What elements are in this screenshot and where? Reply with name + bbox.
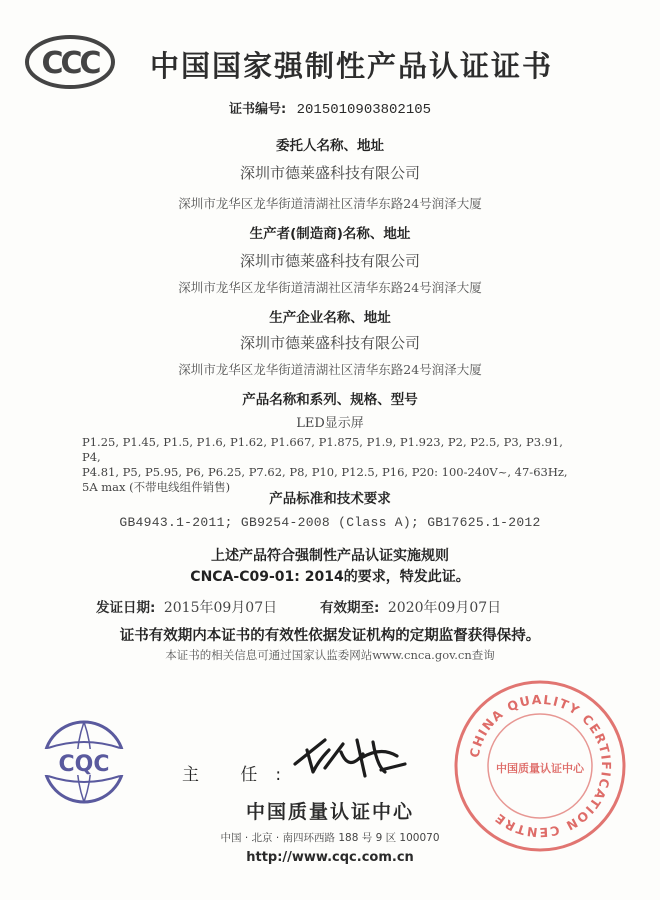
certificate-title: 中国国家强制性产品认证证书 bbox=[150, 49, 554, 83]
applicant-address: 深圳市龙华区龙华街道清湖社区清华东路24号润泽大厦 bbox=[178, 196, 482, 211]
factory-heading: 生产企业名称、地址 bbox=[269, 310, 391, 326]
conformity-line1: 上述产品符合强制性产品认证实施规则 bbox=[211, 548, 449, 564]
applicant-heading: 委托人名称、地址 bbox=[276, 138, 384, 154]
standards-value: GB4943.1-2011; GB9254-2008 (Class A); GB17625.1-2012 bbox=[119, 515, 541, 530]
ccc-logo-text: CCC bbox=[41, 46, 99, 81]
product-heading: 产品名称和系列、规格、型号 bbox=[242, 392, 418, 408]
validity-note: 证书有效期内本证书的有效性依据发证机构的定期监督获得保持。 bbox=[119, 628, 541, 644]
seal-inner-text: 中国质量认证中心 bbox=[496, 762, 584, 775]
ccc-logo bbox=[24, 34, 116, 90]
manufacturer-name: 深圳市德莱盛科技有限公司 bbox=[239, 252, 420, 270]
expiry-date: 2020年09月07日 bbox=[387, 600, 502, 616]
product-models bbox=[82, 435, 582, 495]
manufacturer-address: 深圳市龙华区龙华街道清湖社区清华东路24号润泽大厦 bbox=[178, 280, 482, 295]
issue-date: 2015年09月07日 bbox=[163, 600, 278, 616]
seal-outer-text: CHINA QUALITY CERTIFICATION CENTRE bbox=[466, 691, 615, 841]
manufacturer-heading: 生产者(制造商)名称、地址 bbox=[249, 226, 411, 242]
product-models-line1: P1.25, P1.45, P1.5, P1.6, P1.62, P1.667, P1.875, P1.9, P1.923, P2, P2.5, P3, P3.91, P4, bbox=[82, 435, 563, 464]
cqc-logo-text: CQC bbox=[58, 752, 110, 777]
organization-address: 中国 · 北京 · 南四环西路 188 号 9 区 100070 bbox=[220, 832, 440, 844]
dates-row bbox=[96, 596, 576, 617]
certificate-number-label: 证书编号: bbox=[228, 102, 287, 117]
cqc-seal bbox=[450, 676, 630, 856]
factory-address: 深圳市龙华区龙华街道清湖社区清华东路24号润泽大厦 bbox=[178, 362, 482, 377]
info-note: 本证书的相关信息可通过国家认监委网站www.cnca.gov.cn查询 bbox=[165, 648, 495, 662]
director-signature bbox=[285, 720, 415, 790]
standards-heading: 产品标准和技术要求 bbox=[269, 491, 391, 507]
factory-name: 深圳市德莱盛科技有限公司 bbox=[239, 334, 420, 352]
director-label: 主 任: bbox=[182, 765, 300, 785]
product-name: LED显示屏 bbox=[296, 416, 364, 431]
certificate-number: 2015010903802105 bbox=[296, 102, 432, 118]
applicant-name: 深圳市德莱盛科技有限公司 bbox=[239, 164, 420, 182]
organization-name: 中国质量认证中心 bbox=[245, 801, 414, 823]
product-models-line3: 5A max (不带电线组件销售) bbox=[82, 480, 231, 494]
product-models-line2: P4.81, P5, P5.95, P6, P6.25, P7.62, P8, P10, P12.5, P16, P20: 100-240V~, 47-63Hz, bbox=[82, 465, 568, 479]
cqc-logo bbox=[34, 718, 134, 806]
organization-website: http://www.cqc.com.cn bbox=[246, 850, 414, 865]
issue-date-label: 发证日期: bbox=[96, 600, 156, 616]
certificate-number-row bbox=[0, 98, 660, 118]
expiry-date-label: 有效期至: bbox=[320, 600, 380, 616]
conformity-line2: CNCA-C09-01: 2014的要求，特发此证。 bbox=[190, 569, 470, 585]
